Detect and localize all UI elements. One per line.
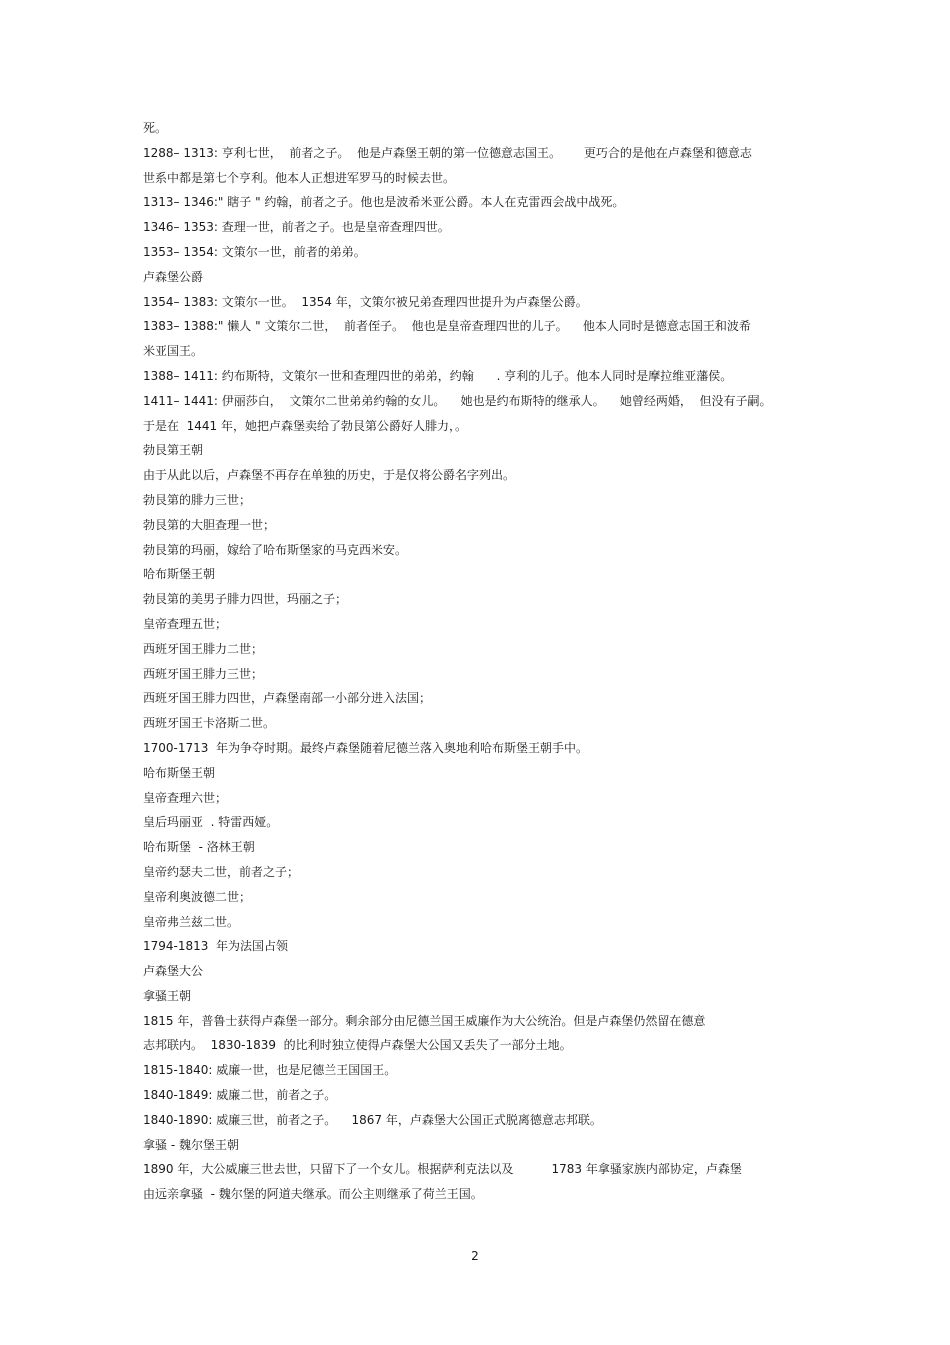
text-line: 皇后玛丽亚 . 特雷西娅。: [143, 815, 279, 830]
text-line: 西班牙国王腓力三世；: [143, 666, 264, 681]
text-line: 由于从此以后，卢森堡不再存在单独的历史，于是仅将公爵名字列出。: [143, 468, 516, 483]
page-number: 2: [471, 1249, 479, 1263]
text-line: 拿骚 - 魏尔堡王朝: [143, 1137, 239, 1152]
text-line: 1840-1890: 威廉三世，前者之子。 1867 年，卢森堡大公国正式脱离德意志邦联。: [143, 1112, 602, 1127]
text-line: 皇帝利奥波德二世；: [143, 889, 252, 904]
text-line: 西班牙国王腓力二世；: [143, 641, 264, 656]
text-line: 1794-1813 年为法国占领: [143, 939, 289, 954]
text-line: 1354– 1383: 文策尔一世。 1354 年，文策尔被兄弟查理四世提升为卢森堡公爵。: [143, 294, 588, 309]
text-line: 哈布斯堡王朝: [143, 567, 216, 582]
text-line: 1840-1849: 威廉二世，前者之子。: [143, 1088, 337, 1103]
text-line: 1700-1713 年为争夺时期。最终卢森堡随着尼德兰落入奥地利哈布斯堡王朝手中。: [143, 740, 589, 755]
text-line: 死。: [143, 121, 168, 135]
text-line: 世系中都是第七个亨利。他本人正想进军罗马的时候去世。: [143, 170, 456, 185]
text-line: 拿骚王朝: [143, 988, 192, 1003]
text-line: 勃艮第的美男子腓力四世，玛丽之子；: [143, 592, 348, 607]
text-line: 于是在 1441 年，她把卢森堡卖给了勃艮第公爵好人腓力，。: [143, 418, 467, 433]
text-line: 由远亲拿骚 - 魏尔堡的阿道夫继承。而公主则继承了荷兰王国。: [143, 1187, 483, 1202]
text-line: 志邦联内。 1830-1839 的比利时独立使得卢森堡大公国又丢失了一部分土地。: [143, 1038, 572, 1053]
text-line: 勃艮第的大胆查理一世；: [143, 517, 276, 532]
text-line: 勃艮第王朝: [143, 443, 204, 458]
text-line: 勃艮第的玛丽，嫁给了哈布斯堡家的马克西米安。: [143, 542, 408, 557]
text-line: 皇帝弗兰兹二世。: [143, 914, 240, 929]
text-line: 1346– 1353: 查理一世，前者之子。也是皇帝查理四世。: [143, 220, 450, 235]
text-line: 1890 年，大公威廉三世去世，只留下了一个女儿。根据萨利克法以及 1783 年拿骚家族内部协定，卢森堡: [143, 1162, 742, 1177]
text-line: 皇帝查理六世；: [143, 790, 228, 805]
text-line: 西班牙国王腓力四世，卢森堡南部一小部分进入法国；: [143, 691, 432, 706]
text-line: 勃艮第的腓力三世；: [143, 492, 252, 507]
document-body: [143, 116, 813, 1207]
text-line: 卢森堡大公: [143, 964, 204, 979]
text-line: 1815 年，普鲁士获得卢森堡一部分。剩余部分由尼德兰国王威廉作为大公统治。但是卢森堡仍然留在德意: [143, 1013, 706, 1028]
text-line: 皇帝查理五世；: [143, 616, 228, 631]
text-line: 卢森堡公爵: [143, 269, 204, 284]
text-line: 米亚国王。: [143, 344, 204, 359]
text-line: 1411– 1441: 伊丽莎白， 文策尔二世弟弟约翰的女儿。 她也是约布斯特的继承人。 她曾经两婚， 但没有子嗣。: [143, 393, 772, 408]
text-line: 哈布斯堡 - 洛林王朝: [143, 840, 255, 855]
text-line: 皇帝约瑟夫二世，前者之子；: [143, 864, 300, 879]
text-line: 1383– 1388:" 懒人 " 文策尔二世， 前者侄子。 他也是皇帝查理四世的儿子。 他本人同时是德意志国王和波希: [143, 319, 751, 334]
text-line: 西班牙国王卡洛斯二世。: [143, 716, 276, 731]
text-line: 1815-1840: 威廉一世，也是尼德兰王国国王。: [143, 1063, 397, 1078]
text-line: 1388– 1411: 约布斯特，文策尔一世和查理四世的弟弟，约翰 . 亨利的儿子。他本人同时是摩拉维亚藩侯。: [143, 368, 733, 383]
text-line: 哈布斯堡王朝: [143, 765, 216, 780]
text-line: 1313– 1346:" 瞎子 " 约翰，前者之子。他也是波希米亚公爵。本人在克雷西会战中战死。: [143, 195, 625, 210]
text-line: 1288– 1313: 亨利七世， 前者之子。 他是卢森堡王朝的第一位德意志国王。 更巧合的是他在卢森堡和德意志: [143, 145, 752, 160]
text-line: 1353– 1354: 文策尔一世，前者的弟弟。: [143, 244, 366, 259]
